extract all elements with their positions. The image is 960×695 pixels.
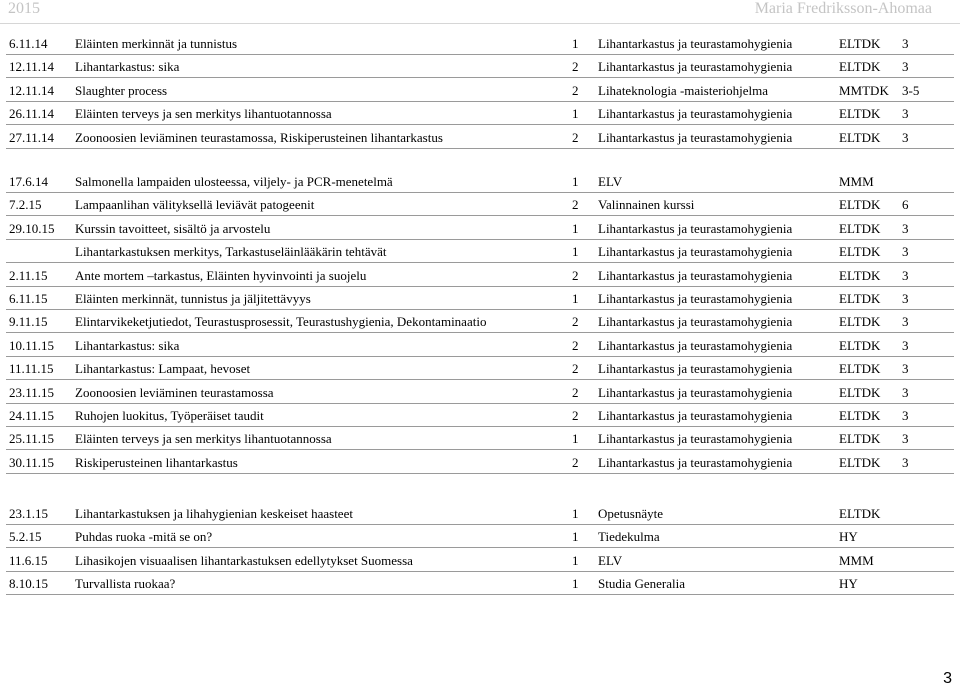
row-number: 6 [902, 197, 909, 213]
row-program: Valinnainen kurssi [598, 197, 695, 213]
row-date: 29.10.15 [9, 220, 55, 236]
row-program: Opetusnäyte [598, 506, 663, 521]
row-org: ELTDK [839, 36, 881, 51]
row-title: Ante mortem –tarkastus, Eläinten hyvinvointi ja suojelu [75, 267, 367, 283]
row-title: Eläinten terveys ja sen merkitys lihantuotannossa [75, 431, 332, 447]
row-program: Studia Generalia [598, 576, 685, 592]
row-org: ELTDK [839, 106, 881, 122]
row-org: ELTDK [839, 314, 881, 330]
table-row [0, 56, 960, 78]
table-row [0, 218, 960, 240]
row-title: Zoonoosien leviäminen teurastamossa [75, 384, 274, 400]
row-divider [6, 239, 954, 240]
table-row [0, 452, 960, 474]
row-program: Lihateknologia -maisteriohjelma [598, 82, 769, 98]
row-title: Lihantarkastus: Lampaat, hevoset [75, 361, 251, 377]
table-row [0, 171, 960, 193]
table-row [0, 526, 960, 548]
table-row [0, 428, 960, 450]
row-date: 30.11.15 [9, 454, 55, 470]
row-divider [6, 54, 954, 55]
row-program: Lihantarkastus ja teurastamohygienia [598, 431, 793, 447]
header-divider [0, 23, 960, 24]
row-divider [6, 101, 954, 102]
row-date: 8.10.15 [9, 576, 48, 592]
row-divider [6, 215, 954, 216]
page-number: 3 [943, 670, 952, 687]
row-credits: 1 [572, 576, 579, 592]
row-title: Riskiperusteinen lihantarkastus [75, 454, 238, 470]
row-org: MMTDK [839, 82, 889, 98]
table-row [0, 194, 960, 216]
row-date: 6.11.14 [9, 36, 48, 51]
row-org: ELTDK [839, 267, 881, 283]
row-program: Lihantarkastus ja teurastamohygienia [598, 129, 793, 145]
row-number: 3 [902, 337, 909, 353]
row-program: Lihantarkastus ja teurastamohygienia [598, 244, 793, 260]
row-program: Tiedekulma [598, 529, 660, 545]
row-title: Kurssin tavoitteet, sisältö ja arvostelu [75, 220, 271, 236]
row-program: Lihantarkastus ja teurastamohygienia [598, 106, 793, 122]
row-program: Lihantarkastus ja teurastamohygienia [598, 291, 793, 306]
row-number: 3 [902, 244, 909, 260]
row-credits: 2 [572, 267, 579, 283]
row-divider [6, 309, 954, 310]
row-number: 3 [902, 431, 909, 447]
row-number: 3 [902, 129, 909, 145]
row-date: 27.11.14 [9, 129, 55, 145]
row-title: Lihantarkastus: sika [75, 337, 180, 353]
row-number: 3-5 [902, 82, 920, 98]
row-date: 17.6.14 [9, 174, 48, 189]
table-row [0, 288, 960, 310]
row-title: Ruhojen luokitus, Työperäiset taudit [75, 408, 264, 423]
row-title: Elintarvikeketjutiedot, Teurastusprosessit, Teurastushygienia, Dekontaminaatio [75, 314, 487, 330]
row-org: HY [839, 529, 858, 545]
row-title: Slaughter process [75, 82, 168, 98]
row-org: ELTDK [839, 384, 881, 400]
row-title: Lihasikojen visuaalisen lihantarkastuksen edellytykset Suomessa [75, 552, 413, 568]
row-number: 3 [902, 36, 909, 51]
row-title: Lihantarkastuksen ja lihahygienian keskeiset haasteet [75, 506, 353, 521]
row-program: Lihantarkastus ja teurastamohygienia [598, 337, 793, 353]
row-org: ELTDK [839, 244, 881, 260]
row-date: 26.11.14 [9, 106, 55, 122]
table-row [0, 33, 960, 55]
row-divider [6, 473, 954, 474]
row-credits: 2 [572, 384, 579, 400]
row-credits: 1 [572, 36, 579, 51]
row-number: 3 [902, 454, 909, 470]
row-date: 11.11.15 [9, 361, 54, 377]
row-divider [6, 524, 954, 525]
row-credits: 1 [572, 174, 579, 189]
row-date: 24.11.15 [9, 408, 55, 423]
row-credits: 2 [572, 454, 579, 470]
row-credits: 2 [572, 314, 579, 330]
row-credits: 1 [572, 552, 579, 568]
row-credits: 2 [572, 59, 579, 75]
row-date: 12.11.14 [9, 59, 55, 75]
row-title: Eläinten merkinnät, tunnistus ja jäljitettävyys [75, 291, 311, 306]
row-org: ELTDK [839, 431, 881, 447]
table-row [0, 382, 960, 404]
row-date: 6.11.15 [9, 291, 48, 306]
row-number: 3 [902, 267, 909, 283]
row-date: 25.11.15 [9, 431, 55, 447]
row-number: 3 [902, 384, 909, 400]
row-divider [6, 148, 954, 149]
table-row [0, 103, 960, 125]
row-number: 3 [902, 314, 909, 330]
page-header [0, 0, 960, 22]
row-credits: 2 [572, 361, 579, 377]
row-number: 3 [902, 59, 909, 75]
row-credits: 2 [572, 337, 579, 353]
row-number: 3 [902, 220, 909, 236]
row-org: ELTDK [839, 197, 881, 213]
row-credits: 1 [572, 506, 579, 521]
row-divider [6, 77, 954, 78]
row-number: 3 [902, 106, 909, 122]
row-date: 2.11.15 [9, 267, 48, 283]
row-program: Lihantarkastus ja teurastamohygienia [598, 36, 793, 51]
row-credits: 1 [572, 529, 579, 545]
row-title: Zoonoosien leviäminen teurastamossa, Riskiperusteinen lihantarkastus [75, 129, 443, 145]
row-title: Puhdas ruoka -mitä se on? [75, 529, 213, 545]
row-program: Lihantarkastus ja teurastamohygienia [598, 314, 793, 330]
row-org: ELTDK [839, 220, 881, 236]
row-number: 3 [902, 291, 909, 306]
row-credits: 1 [572, 106, 579, 122]
row-program: Lihantarkastus ja teurastamohygienia [598, 361, 793, 377]
row-credits: 2 [572, 197, 579, 213]
row-date: 23.11.15 [9, 384, 55, 400]
table-row [0, 80, 960, 102]
row-program: ELV [598, 552, 623, 568]
row-credits: 2 [572, 82, 579, 98]
row-divider [6, 286, 954, 287]
row-number: 3 [902, 408, 909, 423]
row-org: MMM [839, 552, 874, 568]
row-title: Eläinten merkinnät ja tunnistus [75, 36, 238, 51]
row-title: Lihantarkastuksen merkitys, Tarkastuseläinlääkärin tehtävät [75, 244, 387, 260]
row-org: MMM [839, 174, 874, 189]
row-org: ELTDK [839, 454, 881, 470]
row-divider [6, 547, 954, 548]
row-program: Lihantarkastus ja teurastamohygienia [598, 384, 793, 400]
row-date: 5.2.15 [9, 529, 42, 545]
row-divider [6, 124, 954, 125]
row-credits: 2 [572, 129, 579, 145]
row-org: ELTDK [839, 361, 881, 377]
row-program: Lihantarkastus ja teurastamohygienia [598, 267, 793, 283]
table-row [0, 573, 960, 595]
row-divider [6, 571, 954, 572]
row-credits: 1 [572, 244, 579, 260]
row-title: Lampaanlihan välityksellä leviävät patogeenit [75, 197, 315, 213]
row-org: ELTDK [839, 408, 881, 423]
row-divider [6, 403, 954, 404]
row-divider [6, 379, 954, 380]
table-row [0, 550, 960, 572]
header-year: 2015 [8, 0, 40, 17]
row-title: Salmonella lampaiden ulosteessa, viljely- ja PCR-menetelmä [75, 174, 393, 189]
row-org: ELTDK [839, 506, 881, 521]
row-divider [6, 449, 954, 450]
row-date: 11.6.15 [9, 552, 48, 568]
table-row [0, 241, 960, 263]
row-org: ELTDK [839, 129, 881, 145]
row-program: Lihantarkastus ja teurastamohygienia [598, 220, 793, 236]
row-credits: 1 [572, 291, 579, 306]
row-date: 9.11.15 [9, 314, 48, 330]
table-row [0, 335, 960, 357]
row-divider [6, 356, 954, 357]
row-divider [6, 426, 954, 427]
row-date: 23.1.15 [9, 506, 48, 521]
row-program: Lihantarkastus ja teurastamohygienia [598, 454, 793, 470]
row-title: Eläinten terveys ja sen merkitys lihantuotannossa [75, 106, 332, 122]
row-date: 7.2.15 [9, 197, 42, 213]
row-org: ELTDK [839, 59, 881, 75]
row-program: Lihantarkastus ja teurastamohygienia [598, 408, 793, 423]
row-divider [6, 332, 954, 333]
row-number: 3 [902, 361, 909, 377]
row-org: ELTDK [839, 291, 881, 306]
row-org: HY [839, 576, 858, 592]
table-row [0, 405, 960, 427]
table-row [0, 311, 960, 333]
row-org: ELTDK [839, 337, 881, 353]
row-title: Turvallista ruokaa? [75, 576, 176, 592]
row-divider [6, 594, 954, 595]
row-divider [6, 262, 954, 263]
table-row [0, 358, 960, 380]
row-title: Lihantarkastus: sika [75, 59, 180, 75]
row-credits: 1 [572, 431, 579, 447]
row-date: 12.11.14 [9, 82, 55, 98]
row-credits: 1 [572, 220, 579, 236]
header-author: Maria Fredriksson-Ahomaa [754, 0, 932, 17]
table-row [0, 127, 960, 149]
row-date: 10.11.15 [9, 337, 55, 353]
table-row [0, 503, 960, 525]
row-divider [6, 192, 954, 193]
table-row [0, 265, 960, 287]
row-program: ELV [598, 174, 623, 189]
row-credits: 2 [572, 408, 579, 423]
row-program: Lihantarkastus ja teurastamohygienia [598, 59, 793, 75]
